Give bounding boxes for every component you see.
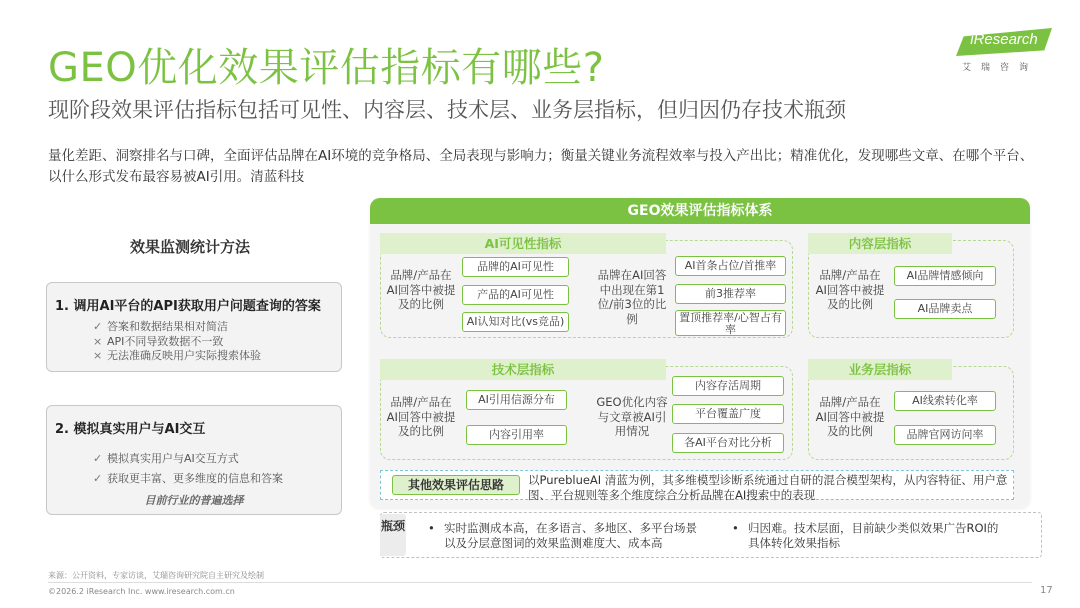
visibility-left-label: 品牌/产品在AI回答中被提及的比例 (386, 268, 456, 311)
list-item (93, 320, 261, 335)
chip-platform-compare: 各AI平台对比分析 (672, 433, 784, 453)
chip-platform-coverage: 平台覆盖广度 (672, 404, 784, 424)
bottleneck-label: 瓶颈 (380, 514, 406, 556)
list-item (93, 335, 261, 350)
footer-divider (48, 582, 1032, 583)
logo-cn-text: 艾瑞咨询 (962, 63, 1039, 73)
logo-brand-text: iResearch (970, 31, 1038, 48)
tech-mid-label: GEO优化内容与文章被AI引用情况 (596, 395, 668, 438)
point-text: 获取更丰富、更多维度的信息和答案 (107, 472, 283, 485)
bottleneck-item: 归因难。技术层面，目前缺少类似效果广告ROI的具体转化效果指标 (748, 521, 999, 550)
bullet-dot-icon: • (428, 521, 435, 535)
list-item (93, 349, 261, 364)
list-item (93, 469, 283, 489)
page-description: 量化差距、洞察排名与口碑，全面评估品牌在AI环境的竞争格局、全局表现与影响力；衡量关键业务流程效率与投入产出比；精准优化，发现哪些文章、在哪个平台、以什么形式发布最容易被AI引用。清蓝科技 (48, 148, 1034, 185)
metrics-panel-title: GEO效果评估指标体系 (370, 198, 1030, 224)
business-label: 品牌/产品在AI回答中被提及的比例 (815, 395, 885, 438)
content-label: 品牌/产品在AI回答中被提及的比例 (815, 268, 885, 311)
check-mark-icon: ✓ (93, 452, 103, 465)
method-card-api (46, 282, 342, 372)
point-text: 无法准确反映用户实际搜索体验 (107, 349, 261, 362)
method-card-title: 1. 调用AI平台的API获取用户问题查询的答案 (55, 299, 321, 314)
point-text: 答案和数据结果相对简洁 (107, 320, 228, 333)
other-ideas-text: 以PureblueAI 清蓝为例，其多维模型诊断系统通过自研的混合模型架构，从内容特征、用户意图、平台规则等多个维度综合分析品牌在AI搜索中的表现 (528, 473, 1008, 502)
copyright: ©2026.2 iResearch Inc. www.iresearch.com.cn (48, 587, 235, 596)
method-points-list (93, 320, 261, 364)
section-title-ai-visibility: AI可见性指标 (380, 233, 666, 254)
method-note: 目前行业的普遍选择 (144, 494, 244, 507)
chip-pinned-rate: 置顶推荐率/心智占有率 (675, 310, 786, 336)
chip-sentiment: AI品牌情感倾向 (894, 266, 996, 286)
chip-ai-cognition-compare: AI认知对比(vs竞品) (462, 312, 569, 332)
check-mark-icon: ✓ (93, 472, 103, 485)
chip-content-citation: 内容引用率 (466, 425, 567, 445)
bottleneck-item: 实时监测成本高，在多语言、多地区、多平台场景以及分层意图词的效果监测难度大、成本高 (444, 521, 697, 550)
bullet-dot-icon: • (732, 521, 739, 535)
other-ideas-button[interactable]: 其他效果评估思路 (392, 475, 520, 495)
section-title-technical: 技术层指标 (380, 359, 666, 380)
section-title-content: 内容层指标 (808, 233, 952, 254)
chip-selling-point: AI品牌卖点 (894, 299, 996, 319)
point-text: 模拟真实用户与AI交互方式 (107, 452, 239, 465)
section-title-business: 业务层指标 (808, 359, 952, 380)
chip-content-lifespan: 内容存活周期 (672, 376, 784, 396)
chip-product-visibility: 产品的AI可见性 (462, 285, 569, 305)
chip-citation-source: AI引用信源分布 (466, 390, 567, 410)
check-mark-icon: ✓ (93, 320, 103, 333)
chip-brand-visibility: 品牌的AI可见性 (462, 257, 569, 277)
visibility-mid-label: 品牌在AI回答中出现在第1位/前3位的比例 (597, 268, 667, 326)
method-points-list (93, 449, 283, 489)
page-number: 17 (1040, 585, 1053, 596)
page-subtitle: 现阶段效果评估指标包括可见性、内容层、技术层、业务层指标，但归因仍存技术瓶颈 (48, 98, 846, 122)
list-item (93, 449, 283, 469)
page-title: GEO优化效果评估指标有哪些? (48, 45, 605, 91)
method-card-simulate (46, 405, 342, 515)
cross-mark-icon: × (93, 334, 103, 348)
iresearch-logo (952, 28, 1052, 74)
tech-left-label: 品牌/产品在AI回答中被提及的比例 (386, 395, 456, 438)
point-text: API不同导致数据不一致 (107, 334, 224, 348)
chip-first-position-rate: AI首条占位/首推率 (675, 256, 786, 276)
method-card-title: 2. 模拟真实用户与AI交互 (55, 422, 206, 437)
source-note: 来源：公开资料，专家访谈，艾瑞咨询研究院自主研究及绘制 (48, 571, 264, 580)
cross-mark-icon: × (93, 349, 103, 362)
chip-website-visit: 品牌官网访问率 (894, 425, 996, 445)
chip-top3-rate: 前3推荐率 (675, 284, 786, 304)
method-section-title: 效果监测统计方法 (130, 238, 251, 256)
chip-lead-conversion: AI线索转化率 (894, 391, 996, 411)
